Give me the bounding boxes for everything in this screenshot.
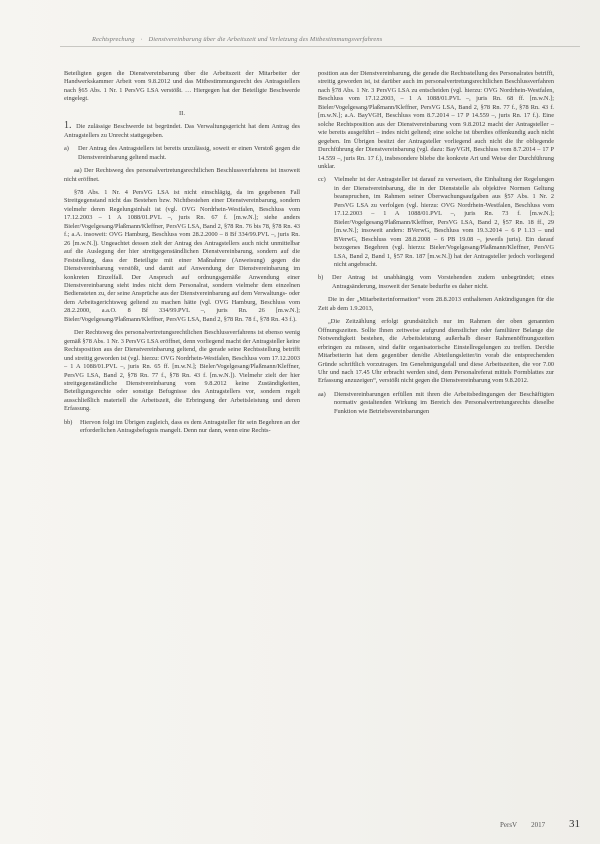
right-column [318, 70, 554, 812]
list-item [64, 419, 300, 436]
paragraph: position aus der Dienstvereinbarung, die gerade die Rechtsstellung des Personalrates betrifft, streitig geworden ist, ist darüber auch im personalvertretungsrechtlichen Beschlussverfahren nach §78 Abs. 1 Nr. 3 PersVG LSA zu entscheiden (vgl. hierzu: OVG Nordrhein-Westfalen, Beschluss vom 17.12.2003, – 1 A 1088/01.PVL –, juris Rn. 68 ff. [m.w.N.]; Bieler/Vogelgesang/Plaßmann/Kleffner, PersVG LSA, Band 2, §78 Rn. 77 f., §78 Rn. 43 f. [m.w.N.]; a.A. BayVGH, Beschluss vom 8.7.2014 – 17 P 14.559 –, juris Rn. 17 f.). Eine solche Rechtsposition aus der Dienstvereinbarung vom 9.8.2012 macht der Antragsteller – wie bereits ausgeführt – indes nicht geltend; eine solche ist überdies offenkundig auch nicht gegeben. Im Übrigen besitzt der Antragsteller vorliegend auch nicht die ihr obliegende Durchführung der Dienstvereinbarung (vgl. dazu: BayVGH, Beschluss vom 8.7.2014 – 17 P 14.559 –, juris Rn. 17 f.), insbesondere bliebe die konkrete Art und Weise der Durchführung unklar. [318, 70, 554, 170]
item-text: Vielmehr ist der Antragsteller ist darauf zu verweisen, die Einhaltung der Regelungen in der Dienstvereinbarung, die in der Dienststelle als objektive Normen Geltung beanspruchen, im Rahmen seiner Überwachungsaufgaben aus §57 Abs. 1 Nr. 2 PersVG LSA zu verfolgen (vgl. hierzu: OVG Nordrhein-Westfalen, Beschluss vom 17.12.2003 – 1 A 1088/01.PVL –, juris Rn. 73 f. [m.w.N.]; Bieler/Vogelgesang/Plaßmann/Kleffner, PersVG LSA, Band 2, §57 Rn. 18 ff., 29 [m.w.N.]; insoweit anders: BVerwG, Beschluss vom 19.3.2014 – 6 P 1.13 – und BVerwG, Beschluss vom 28.8.2008 – 6 PB 19.08 –, jeweils juris). Ein darauf bezogenes Begehren (vgl. hierzu: Bieler/Vogelgesang/Plaßmann/Kleffner, PersVG LSA, Band 2, Band 1, §57 Rn. 187 [m.w.N.]) hat der Antragsteller jedoch vorliegend nicht angebracht. [334, 176, 554, 268]
item-label: aa) [318, 390, 326, 398]
page-footer [500, 818, 580, 830]
left-column [64, 70, 300, 810]
item-text: Dienstvereinbarungen erfüllen mit ihren die Arbeitsbedingungen der Beschäftigten normativ gestaltenden Wirkung im Bereich des Personalvertretungsrechts dieselbe Funktion wie Betriebsvereinbarungen [334, 390, 554, 415]
list-item [64, 145, 300, 162]
page-number: 31 [569, 818, 580, 830]
list-item [318, 176, 554, 269]
paragraph: Beteiligten gegen die Dienstvereinbarung über die Arbeitszeit der Mitarbeiter der Handwerkskammer Arbeit vom 9.8.2012 und das Mitbestimmungsrecht des Antragstellers nach §65 Abs. 1 Nr. 1 PersVG LSA verstößt. … Hiergegen hat der Beteiligte Beschwerde eingelegt. [64, 70, 300, 103]
item-text: Hiervon folgt im Übrigen zugleich, dass es dem Antragsteller für sein Begehren an der erforderlichen Antragsbefugnis mangelt. Denn nur dann, wenn eine Rechts- [80, 418, 300, 435]
paragraph: 1. Die zulässige Beschwerde ist begründet. Das Verwaltungsgericht hat dem Antrag des Antragstellers zu Unrecht stattgegeben. [64, 120, 300, 139]
item-label: cc) [318, 176, 326, 184]
paragraph: Der Rechtsweg des personalvertretungsrechtlichen Beschlussverfahrens ist ebenso wenig gemäß §78 Abs. 1 Nr. 3 PersVG LSA eröffnet, denn vorliegend macht der Antragsteller keine Rechtsposition aus der Dienstvereinbarung geltend, die gerade seine Rechtsstellung betrifft und streitig geworden ist (vgl. hierzu: OVG Nordrhein-Westfalen, Beschluss vom 17.12.2003 – 1 A 1088/01.PVL –, juris Rn. 65 ff. [m.w.N.]; Bieler/Vogelgesang/Plaßmann/Kleffner, PersVG LSA, Band 2, §78 Rn. 77 f., §78 Rn. 43 f. [m.w.N.]). Vielmehr zielt der hier streitgegenständliche Dienstvereinbarung vom 9.8.2012 keine Zuständigkeiten, Beteiligungsrechte oder sonstige Befugnisse des Antragstellers vor, sondern regelt ausschließlich materiell die Arbeitszeit, die Erbringung der Arbeitsleistung und deren Erfassung. [64, 329, 300, 413]
running-head: Rechtsprechung · Dienstvereinbarung über die Arbeitszeit und Verletzung des Mitbestimmungsverfahrens [92, 36, 383, 43]
paragraph: §78 Abs. 1 Nr. 4 PersVG LSA ist nicht einschlägig, da im gegebenen Fall Streitgegenstand nicht das Bestehen bzw. Nichtbestehen einer Dienstvereinbarung, sondern vielmehr deren Regelungsinhalt ist (vgl. OVG Nordrhein-Westfalen, Beschluss vom 17.12.2003 – 1 A 1088/01.PVL –, juris Rn. 67 f. [m.w.N.]; siehe anders Bieler/Vogelgesang/Plaßmann/Kleffner, PersVG LSA, Band 2, §78 Rn. 76 bis 78, §78 Rn. 43 f.; a.A. insoweit: OVG Hamburg, Beschluss vom 28.2.2000 – 8 Bf 334/99.PVL –, juris Rn. 26 [m.w.N.]). Ungeachtet dessen zielt der Antrag des Antragstellers auch nicht unmittelbar auf die Auslegung der hier streitgegenständlichen Dienstvereinbarung, sondern auf die Feststellung, dass der Beteiligte mit einer Maßnahme (Anweisung) gegen die Dienstvereinbarung verstößt, und damit auf Anwendung der Dienstvereinbarung im konkreten Einzelfall. Der Anspruch auf ordnungsgemäße Anwendung einer Dienstvereinbarung steht indes nicht dem Personalrat, sondern vielmehr dem einzelnen Bediensteten zu, der seine Ansprüche aus der Dienstvereinbarung auf dem Verwaltungs- oder dem Arbeitsgerichtsweg geltend zu machen hätte (vgl. OVG Hamburg, Beschluss vom 28.2.2000, a.a.O. 8 Bf 334/99.PVL –, juris Rn. 26 [m.w.N.]; Bieler/Vogelgesang/Plaßmann/Kleffner, PersVG LSA, Band 2, §78 Rn. 78 f., §78 Rn. 43 f.). [64, 188, 300, 323]
item-label: a) [64, 145, 69, 153]
running-head-left: Rechtsprechung [92, 36, 135, 43]
running-head-title: Dienstvereinbarung über die Arbeitszeit und Verletzung des Mitbestimmungsverfahrens [148, 36, 383, 43]
item-text: Der Antrag ist unabhängig vom Vorstehenden zudem unbegründet; eines Antragsänderung, insoweit der Senate bedurfte es daher nicht. [332, 274, 554, 290]
list-item [318, 391, 554, 416]
item-label: b) [318, 274, 324, 282]
list-item [318, 274, 554, 291]
quoted-paragraph: „Die Zeitzählung erfolgt grundsätzlich nur im Rahmen der oben genannten Öffnungszeiten. Sollte Ihnen zeitweise aufgrund dienstlicher oder familiärer Belange die Notwendigkeit bestehen, die Arbeitsleistung außerhalb dieser Rahmenöffnungszeiten erbringen zu müssen, sind dafür organisatorische Einstellregelungen zu treffen. Der/die Mitarbeiterin hat dem gegenüber den/die Abteilungsleiter/in vorab die entsprechenden Gründe schriftlich vorzutragen. Im Genehmigungsfall und diese Arbeitszeiten, die vor 7.00 Uhr und nach 17.45 Uhr erbracht werden sind, dem Personalreferat mittels Formblattes zur Erfassung anzuzeigen“, verstößt nicht gegen die Dienstvereinbarung vom 9.8.2012. [318, 318, 554, 385]
paragraph-number: 1. [64, 120, 72, 132]
item-text: Der Antrag des Antragstellers ist bereits unzulässig, soweit er einen Verstoß gegen die Dienstvereinbarung geltend macht. [78, 145, 300, 161]
journal-name: PersV [500, 821, 518, 829]
paragraph: Die in der „Mitarbeiterinformation“ vom 28.8.2013 enthaltenen Ankündigungen für die Zeit ab dem 1.9.2013, [318, 296, 554, 312]
header-rule [60, 46, 580, 47]
paragraph: aa) Der Rechtsweg des personalvertretungsrechtlichen Beschlussverfahrens ist insoweit nicht eröffnet. [64, 167, 300, 183]
item-label: bb) [64, 418, 73, 426]
journal-year: 2017 [531, 821, 546, 829]
section-heading: II. [178, 109, 186, 117]
